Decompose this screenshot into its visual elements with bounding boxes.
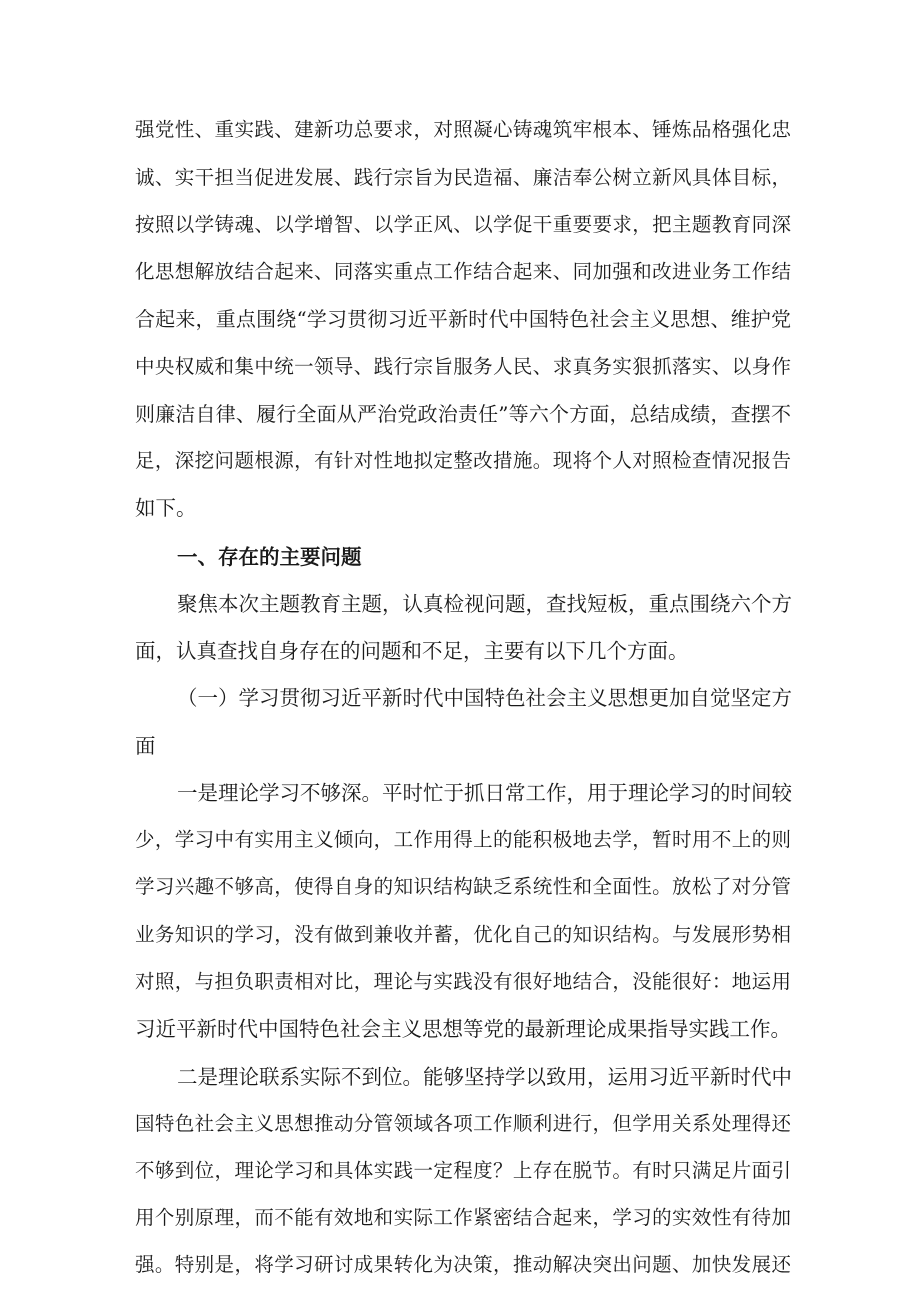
body-text-line: 不够到位，理论学习和具体实践一定程度？上存在脱节。有时只满足片面引 <box>135 1159 791 1182</box>
body-text-line: 面，认真查找自身存在的问题和不足，主要有以下几个方面。 <box>135 639 689 663</box>
body-text-line: 强。特别是，将学习研讨成果转化为决策，推动解决突出问题、加快发展还 <box>135 1253 791 1276</box>
body-text-line: 一是理论学习不够深。平时忙于抓日常工作，用于理论学习的时间较 <box>177 781 792 805</box>
body-text-line: 对照，与担负职责相对比，理论与实践没有很好地结合，没能很好：地运用 <box>135 970 791 993</box>
body-text-line: 聚焦本次主题教育主题，认真检视问题，查找短板，重点围绕六个方 <box>177 592 792 616</box>
body-text-line: 强党性、重实践、建新功总要求，对照凝心铸魂筑牢根本、锤炼品格强化忠 <box>135 118 791 141</box>
body-text-line: 足，深挖问题根源，有针对性地拟定整改措施。现将个人对照检查情况报告 <box>135 449 791 472</box>
body-text-line: 中央权威和集中统一领导、践行宗旨服务人民、求真务实狠抓落实、以身作 <box>135 355 791 378</box>
subsection-heading: 面 <box>135 734 156 758</box>
subsection-heading: （一）学习贯彻习近平新时代中国特色社会主义思想更加自觉坚定方 <box>177 686 792 710</box>
body-text-line: 业务知识的学习，没有做到兼收并蓄，优化自己的知识结构。与发展形势相 <box>135 923 791 946</box>
body-text-line: 按照以学铸魂、以学增智、以学正风、以学促干重要要求，把主题教育同深 <box>135 213 791 236</box>
body-text-line: 则廉洁自律、履行全面从严治党政治责任”等六个方面，总结成绩，查摆不 <box>135 402 791 426</box>
body-text-line: 习近平新时代中国特色社会主义思想等党的最新理论成果指导实践工作。 <box>135 1017 791 1041</box>
body-text-line: 二是理论联系实际不到位。能够坚持学以致用，运用习近平新时代中 <box>177 1065 792 1089</box>
body-text-line: 用个别原理，而不能有效地和实际工作紧密结合起来，学习的实效性有待加 <box>135 1206 791 1229</box>
section-heading: 一、存在的主要问题 <box>177 545 362 569</box>
body-text-line: 化思想解放结合起来、同落实重点工作结合起来、同加强和改进业务工作结 <box>135 260 791 283</box>
body-text-line: 如下。 <box>135 496 197 520</box>
body-text-line: 少，学习中有实用主义倾向，工作用得上的能积极地去学，暂时用不上的则 <box>135 828 791 851</box>
body-text-line: 国特色社会主义思想推动分管领域各项工作顺利进行，但学用关系处理得还 <box>135 1112 791 1135</box>
body-text-line: 诚、实干担当促进发展、践行宗旨为民造福、廉洁奉公树立新风具体目标， <box>135 166 791 189</box>
body-text-line: 学习兴趣不够高，使得自身的知识结构缺乏系统性和全面性。放松了对分管 <box>135 875 791 898</box>
body-text-line: 合起来，重点围绕“学习贯彻习近平新时代中国特色社会主义思想、维护党 <box>135 307 791 331</box>
